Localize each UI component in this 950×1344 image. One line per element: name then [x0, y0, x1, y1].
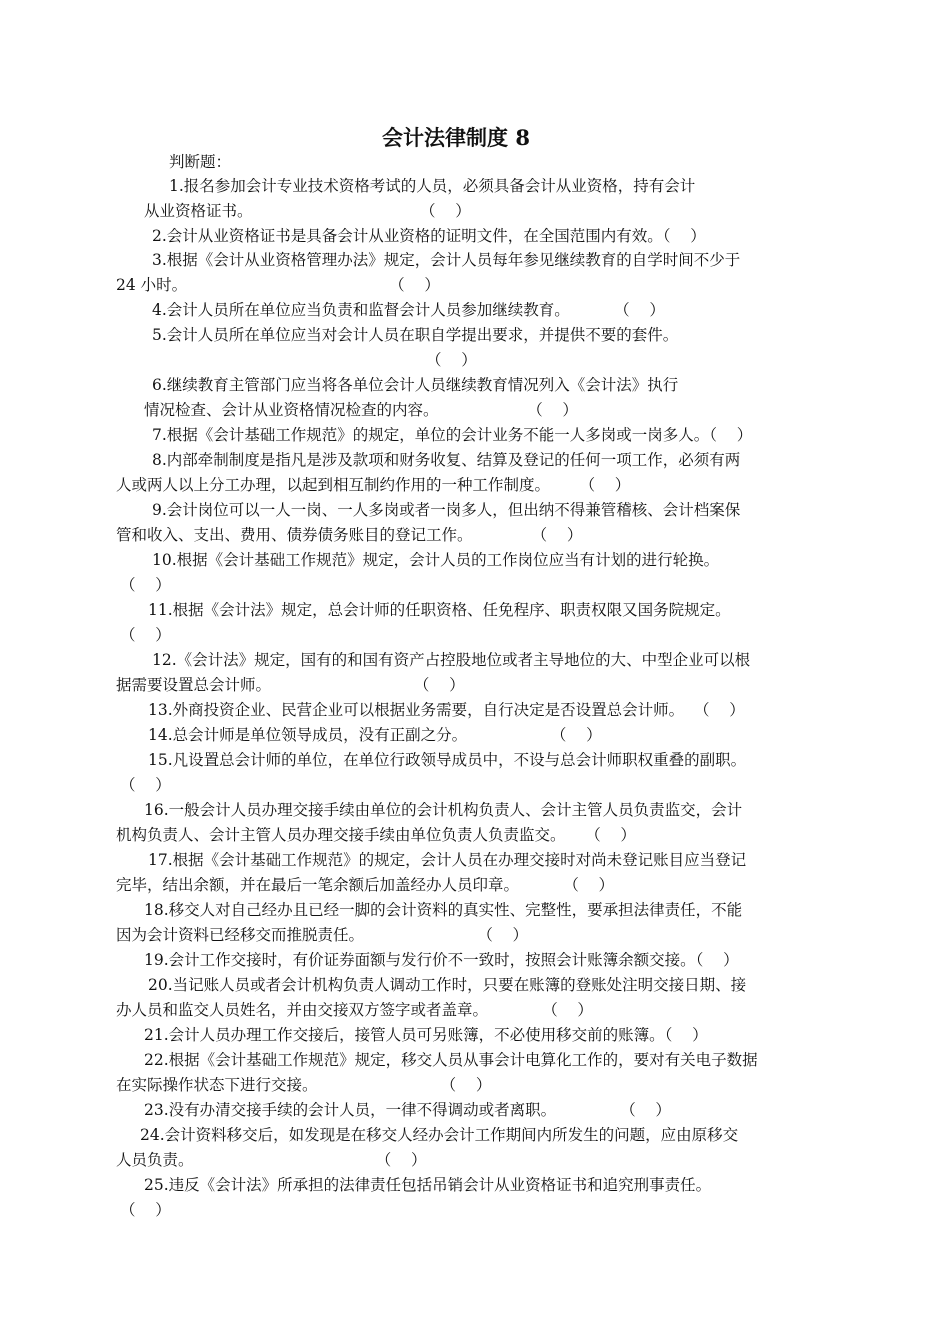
question-12-line-2: 据需要设置总会计师。 （ ）: [116, 676, 465, 694]
question-12-line-1: 12.《会计法》规定，国有的和国有资产占控股地位或者主导地位的大、中型企业可以根: [152, 651, 751, 669]
question-22-line-1: 22.根据《会计基础工作规范》规定，移交人员从事会计电算化工作的，要对有关电子数据: [144, 1051, 758, 1069]
question-9-line-1: 9.会计岗位可以一人一岗、一人多岗或者一岗多人，但出纳不得兼管稽核、会计档案保: [152, 501, 741, 519]
question-19-line-1: 19.会计工作交接时，有价证券面额与发行价不一致时，按照会计账簿余额交接。（ ）: [144, 951, 739, 969]
question-1-line-2: 从业资格证书。 （ ）: [144, 202, 471, 220]
question-9-line-2: 管和收入、支出、费用、债券债务账目的登记工作。 （ ）: [116, 526, 583, 544]
question-16-line-1: 16.一般会计人员办理交接手续由单位的会计机构负责人、会计主管人员负责监交，会计: [144, 801, 743, 819]
question-23-line-1: 23.没有办清交接手续的会计人员，一律不得调动或者离职。 （ ）: [144, 1101, 671, 1119]
question-25-line-2: （ ）: [120, 1201, 171, 1219]
section-label: 判断题：: [169, 153, 232, 171]
question-3-line-1: 3.根据《会计从业资格管理办法》规定，会计人员每年参见继续教育的自学时间不少于: [152, 251, 741, 269]
question-6-line-1: 6.继续教育主管部门应当将各单位会计人员继续教育情况列入《会计法》执行: [152, 376, 679, 394]
question-25-line-1: 25.违反《会计法》所承担的法律责任包括吊销会计从业资格证书和追究刑事责任。: [144, 1176, 712, 1194]
document-title: 会计法律制度 8: [382, 125, 530, 150]
question-4-line-1: 4.会计人员所在单位应当负责和监督会计人员参加继续教育。 （ ）: [152, 301, 665, 319]
question-20-line-2: 办人员和监交人员姓名，并由交接双方签字或者盖章。 （ ）: [116, 1001, 593, 1019]
question-15-line-1: 15.凡设置总会计师的单位，在单位行政领导成员中，不设与总会计师职权重叠的副职。: [148, 751, 747, 769]
question-24-line-2: 人员负责。 （ ）: [116, 1151, 427, 1169]
question-16-line-2: 机构负责人、会计主管人员办理交接手续由单位负责人负责监交。 （ ）: [116, 826, 636, 844]
question-18-line-1: 18.移交人对自己经办且已经一脚的会计资料的真实性、完整性，要承担法律责任，不能: [144, 901, 743, 919]
question-17-line-1: 17.根据《会计基础工作规范》的规定，会计人员在办理交接时对尚未登记账目应当登记: [148, 851, 747, 869]
question-17-line-2: 完毕，结出余额，并在最后一笔余额后加盖经办人员印章。 （ ）: [116, 876, 615, 894]
question-14-line-1: 14.总会计师是单位领导成员，没有正副之分。 （ ）: [148, 726, 602, 744]
question-21-line-1: 21.会计人员办理工作交接后，接管人员可另账簿，不必使用移交前的账簿。（ ）: [144, 1026, 708, 1044]
question-15-line-2: （ ）: [120, 776, 171, 794]
question-11-line-2: （ ）: [120, 626, 171, 644]
question-18-line-2: 因为会计资料已经移交而推脱责任。 （ ）: [116, 926, 529, 944]
question-2-line-1: 2.会计从业资格证书是具备会计从业资格的证明文件，在全国范围内有效。（ ）: [152, 227, 706, 245]
question-1-line-1: 1.报名参加会计专业技术资格考试的人员，必须具备会计从业资格，持有会计: [169, 177, 696, 195]
question-22-line-2: 在实际操作状态下进行交接。 （ ）: [116, 1076, 492, 1094]
question-8-line-1: 8.内部牵制制度是指凡是涉及款项和财务收复、结算及登记的任何一项工作，必须有两: [152, 451, 741, 469]
question-11-line-1: 11.根据《会计法》规定，总会计师的任职资格、任免程序、职责权限又国务院规定。: [148, 601, 731, 619]
question-5-line-1: 5.会计人员所在单位应当对会计人员在职自学提出要求，并提供不要的套件。: [152, 326, 679, 344]
question-5-line-2: （ ）: [426, 351, 477, 369]
question-8-line-2: 人或两人以上分工办理，以起到相互制约作用的一种工作制度。 （ ）: [116, 476, 631, 494]
question-24-line-1: 24.会计资料移交后，如发现是在移交人经办会计工作期间内所发生的问题，应由原移交: [140, 1126, 739, 1144]
question-7-line-1: 7.根据《会计基础工作规范》的规定，单位的会计业务不能一人多岗或一岗多人。（ ）: [152, 426, 753, 444]
question-3-line-2: 24 小时。 （ ）: [116, 276, 440, 294]
question-20-line-1: 20.当记账人员或者会计机构负责人调动工作时，只要在账簿的登账处注明交接日期、接: [148, 976, 747, 994]
question-10-line-2: （ ）: [120, 576, 171, 594]
question-6-line-2: 情况检查、会计从业资格情况检查的内容。 （ ）: [144, 401, 578, 419]
question-10-line-1: 10.根据《会计基础工作规范》规定，会计人员的工作岗位应当有计划的进行轮换。: [152, 551, 720, 569]
question-13-line-1: 13.外商投资企业、民营企业可以根据业务需要，自行决定是否设置总会计师。 （ ）: [148, 701, 745, 719]
